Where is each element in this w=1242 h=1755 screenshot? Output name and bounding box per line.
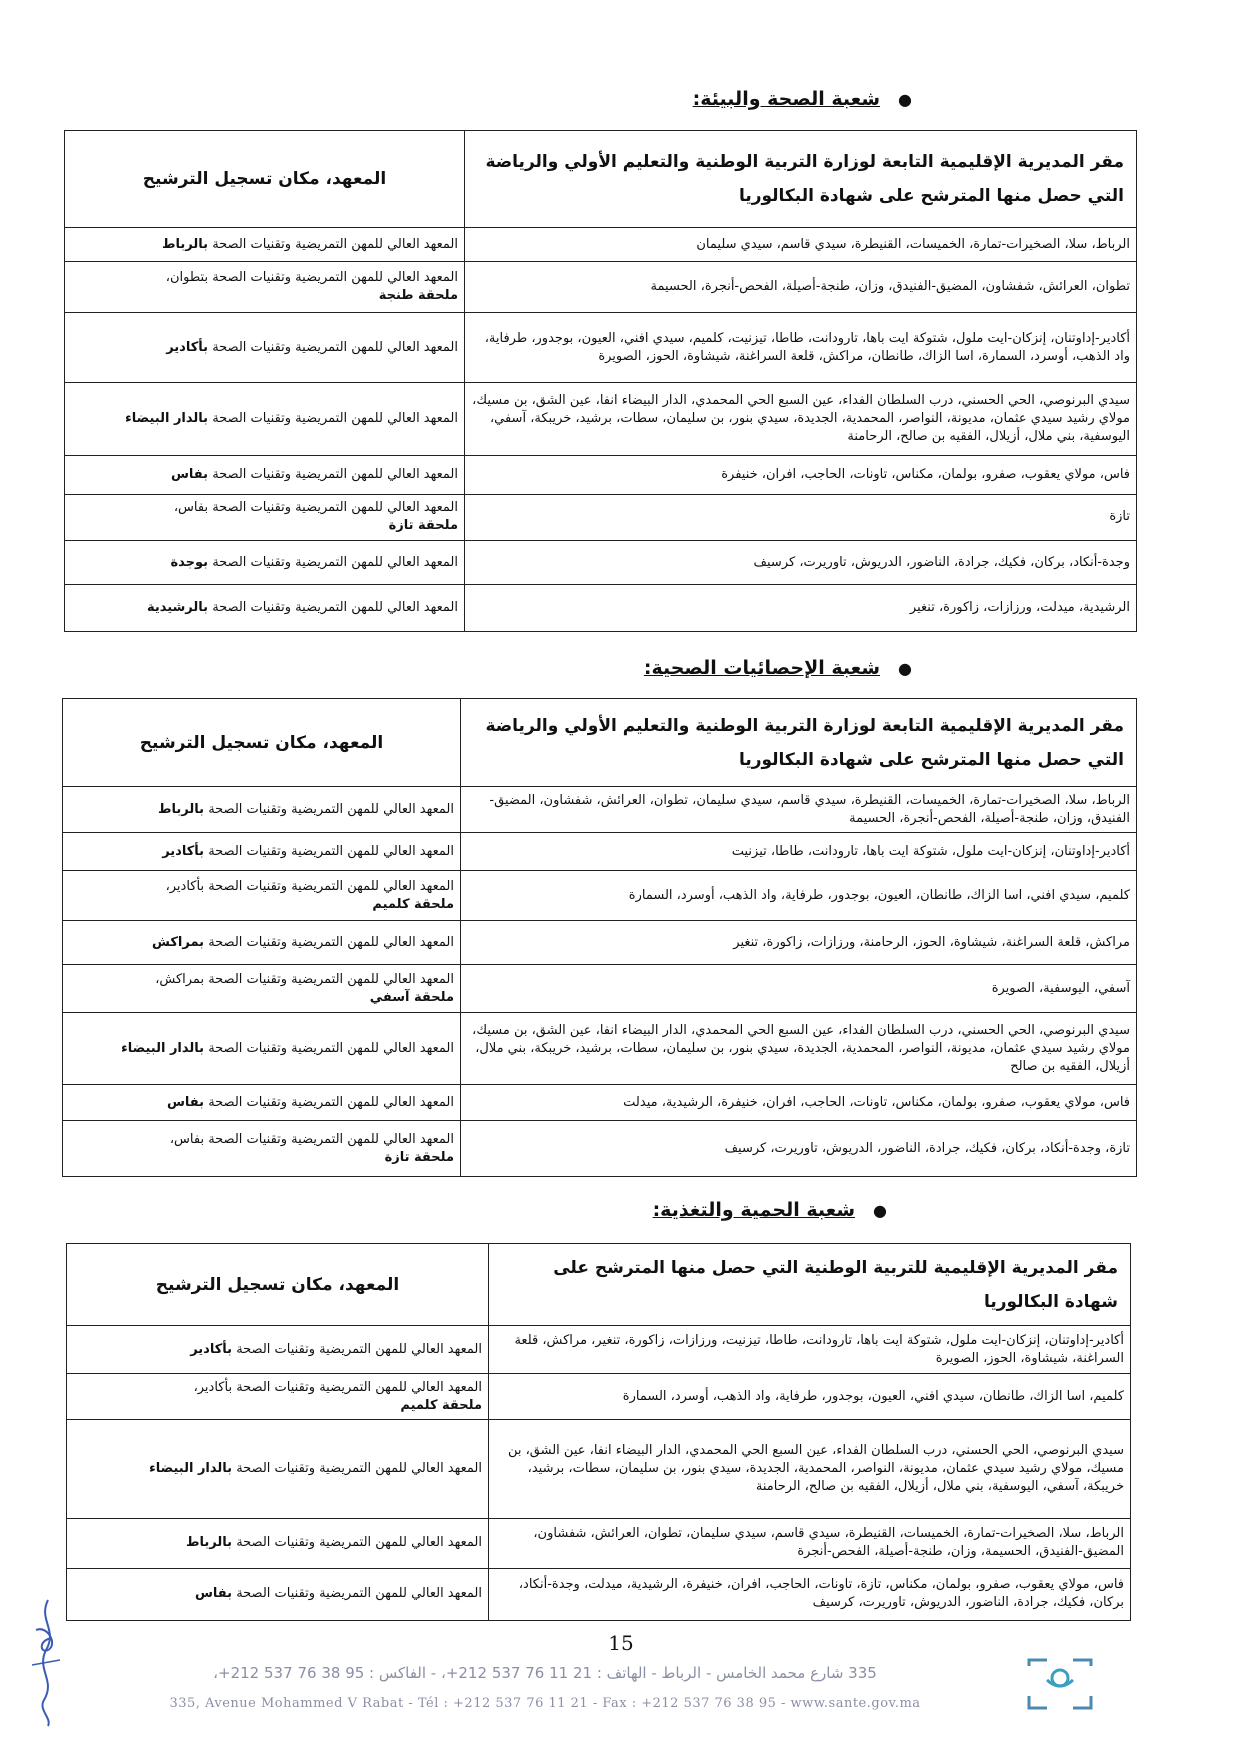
regions-cell: أكادير-إداوتنان، إنزكان-ايت ملول، شتوكة ايت باها، تارودانت، طاطا، تيزنيت، ورزازات، زاكورة، تنغير، مراكش، قلعة السراغنة، شيشاوة، الحوز، الصويرة [489,1326,1131,1374]
table-row [67,1326,1131,1374]
regions-cell: وجدة-أنكاد، بركان، فكيك، جرادة، الناضور، الدريوش، تاوريرت، كرسيف [465,541,1137,585]
institute-cell: المعهد العالي للمهن التمريضية وتقنيات الصحة بأكادير [65,312,465,383]
table-row [65,494,1137,540]
regions-cell: سيدي البرنوصي، الحي الحسني، درب السلطان الفداء، عين السبع الحي المحمدي، الدار البيضاء انفا، عين الشق، بن مسيك، مولاي رشيد سيدي عثمان، مديونة، النواصر، المحمدية، الجديدة، سيدي بنور، بن سليمان، سطات، برشيد، خريبكة، آسفي، اليوسفية، بني ملال، أزيلال، الفقيه بن صالح، الرحامنة [489,1420,1131,1518]
regions-cell: تازة [465,494,1137,540]
institute-cell: المعهد العالي للمهن التمريضية وتقنيات الصحة بالدار البيضاء [63,1013,461,1085]
section-title: ●شعبة الحمية والتغذية: [652,1199,887,1221]
institute-cell: المعهد العالي للمهن التمريضية وتقنيات الصحة بمراكش [63,921,461,965]
regions-cell: فاس، مولاي يعقوب، صفرو، بولمان، مكناس، تاونات، الحاجب، افران، خنيفرة [465,456,1137,494]
institute-cell: المعهد العالي للمهن التمريضية وتقنيات الصحة بفاس [63,1085,461,1121]
page-number: 15 [608,1631,634,1655]
bullet-icon: ● [898,659,912,678]
institute-cell: المعهد العالي للمهن التمريضية وتقنيات الصحة بالرباط [67,1518,489,1568]
section-title: ●شعبة الصحة والبيئة: [692,88,912,110]
regions-cell: أكادير-إداوتنان، إنزكان-ايت ملول، شتوكة ايت باها، تارودانت، طاطا، تيزنيت، كلميم، سيدي افني، العيون، بوجدور، طرفاية، واد الذهب، أوسرد، السمارة، اسا الزاك، طانطان، مراكش، قلعة السراغنة، شيشاوة، الحوز، الصويرة [465,312,1137,383]
institute-cell: المعهد العالي للمهن التمريضية وتقنيات الصحة بفاس، ملحقة تازة [65,494,465,540]
institute-cell: المعهد العالي للمهن التمريضية وتقنيات الصحة بفاس [67,1568,489,1620]
regions-cell: الرباط، سلا، الصخيرات-تمارة، الخميسات، القنيطرة، سيدي قاسم، سيدي سليمان، تطوان، العرائش، شفشاون، المضيق-الفنيدق، الحسيمة، وزان، طنجة-أصيلة، الفحص-أنجرة [489,1518,1131,1568]
bullet-icon: ● [873,1201,887,1220]
table-row [63,921,1137,965]
table-row [63,833,1137,871]
table-header-directorate: مقر المديرية الإقليمية التابعة لوزارة التربية الوطنية والتعليم الأولي والرياضة التي حصل منها المترشح على شهادة البكالوريا [461,699,1137,787]
regions-cell: تطوان، العرائش، شفشاون، المضيق-الفنيدق، وزان، طنجة-أصيلة، الفحص-أنجرة، الحسيمة [465,262,1137,313]
table-header-institute: المعهد، مكان تسجيل الترشيح [67,1244,489,1326]
regions-cell: سيدي البرنوصي، الحي الحسني، درب السلطان الفداء، عين السبع الحي المحمدي، الدار البيضاء انفا، عين الشق، بن مسيك، مولاي رشيد سيدي عثمان، مديونة، النواصر، المحمدية، الجديدة، سيدي بنور، بن سليمان، سطات، برشيد، خريبكة، بني ملال، أزيلال، الفقيه بن صالح [461,1013,1137,1085]
institute-cell: المعهد العالي للمهن التمريضية وتقنيات الصحة بالرشيدية [65,585,465,632]
table-health-statistics [62,698,1137,1177]
section-title: ●شعبة الإحصائيات الصحية: [643,657,912,679]
table-row [63,1013,1137,1085]
institute-cell: المعهد العالي للمهن التمريضية وتقنيات الصحة بالدار البيضاء [65,383,465,456]
footer-address-french: 335, Avenue Mohammed V Rabat - Tél : +212 537 76 11 21 - Fax : +212 537 76 38 95 - www.sante.gov.ma [169,1696,921,1711]
regions-cell: فاس، مولاي يعقوب، صفرو، بولمان، مكناس، تاونات، الحاجب، افران، خنيفرة، الرشيدية، ميدلت [461,1085,1137,1121]
regions-cell: الرباط، سلا، الصخيرات-تمارة، الخميسات، القنيطرة، سيدي قاسم، سيدي سليمان، تطوان، العرائش، شفشاون، المضيق-الفنيدق، وزان، طنجة-أصيلة، الفحص-أنجرة، الحسيمة [461,787,1137,833]
institute-cell: المعهد العالي للمهن التمريضية وتقنيات الصحة بمراكش، ملحقة آسفي [63,965,461,1013]
table-row [65,456,1137,494]
table-row [63,871,1137,921]
table-header-directorate: مقر المديرية الإقليمية للتربية الوطنية التي حصل منها المترشح على شهادة البكالوريا [489,1244,1131,1326]
regions-cell: الرشيدية، ميدلت، ورزازات، زاكورة، تنغير [465,585,1137,632]
table-row [65,227,1137,261]
regions-cell: فاس، مولاي يعقوب، صفرو، بولمان، مكناس، تازة، تاونات، الحاجب، افران، خنيفرة، الرشيدية، ميدلت، وجدة-أنكاد، بركان، فكيك، جرادة، الناضور، الدريوش، تاوريرت، كرسيف [489,1568,1131,1620]
regions-cell: تازة، وجدة-أنكاد، بركان، فكيك، جرادة، الناضور، الدريوش، تاوريرت، كرسيف [461,1121,1137,1177]
institute-cell: المعهد العالي للمهن التمريضية وتقنيات الصحة بالدار البيضاء [67,1420,489,1518]
bullet-icon: ● [898,90,912,109]
signature-mark [18,1590,78,1730]
table-row [63,965,1137,1013]
institute-cell: المعهد العالي للمهن التمريضية وتقنيات الصحة بفاس، ملحقة تازة [63,1121,461,1177]
regions-cell: سيدي البرنوصي، الحي الحسني، درب السلطان الفداء، عين السبع الحي المحمدي، الدار البيضاء انفا، عين الشق، بن مسيك، مولاي رشيد سيدي عثمان، مديونة، النواصر، المحمدية، الجديدة، سيدي بنور، بن سليمان، سطات، برشيد، خريبكة، آسفي، اليوسفية، بني ملال، أزيلال، الفقيه بن صالح، الرحامنة [465,383,1137,456]
footer-address-arabic: 335 شارع محمد الخامس - الرباط - الهاتف : 21 11 76 537 212+، - الفاكس : 95 38 76 537 212+، [213,1664,877,1682]
institute-cell: المعهد العالي للمهن التمريضية وتقنيات الصحة بأكادير [63,833,461,871]
table-row [63,1121,1137,1177]
table-header-institute: المعهد، مكان تسجيل الترشيح [63,699,461,787]
table-row [67,1374,1131,1420]
table-row [65,541,1137,585]
table-row [67,1568,1131,1620]
table-row [63,787,1137,833]
table-row [63,1085,1137,1121]
table-row [67,1420,1131,1518]
institute-cell: المعهد العالي للمهن التمريضية وتقنيات الصحة بفاس [65,456,465,494]
regions-cell: مراكش، قلعة السراغنة، شيشاوة، الحوز، الرحامنة، ورزازات، زاكورة، تنغير [461,921,1137,965]
table-row [65,262,1137,313]
table-row [65,312,1137,383]
table-diet-nutrition [66,1243,1131,1621]
institute-cell: المعهد العالي للمهن التمريضية وتقنيات الصحة بوجدة [65,541,465,585]
regions-cell: أكادير-إداوتنان، إنزكان-ايت ملول، شتوكة ايت باها، تارودانت، طاطا، تيزنيت [461,833,1137,871]
table-row [65,585,1137,632]
institute-cell: المعهد العالي للمهن التمريضية وتقنيات الصحة بأكادير، ملحقة كلميم [67,1374,489,1420]
institute-cell: المعهد العالي للمهن التمريضية وتقنيات الصحة بأكادير [67,1326,489,1374]
table-row [65,383,1137,456]
regions-cell: كلميم، اسا الزاك، طانطان، سيدي افني، العيون، بوجدور، طرفاية، واد الذهب، أوسرد، السمارة [489,1374,1131,1420]
regions-cell: الرباط، سلا، الصخيرات-تمارة، الخميسات، القنيطرة، سيدي قاسم، سيدي سليمان [465,227,1137,261]
table-health-environment [64,130,1137,632]
table-header-institute: المعهد، مكان تسجيل الترشيح [65,131,465,228]
institute-cell: المعهد العالي للمهن التمريضية وتقنيات الصحة بأكادير، ملحقة كلميم [63,871,461,921]
institute-cell: المعهد العالي للمهن التمريضية وتقنيات الصحة بالرباط [63,787,461,833]
table-header-directorate: مقر المديرية الإقليمية التابعة لوزارة التربية الوطنية والتعليم الأولي والرياضة التي حصل منها المترشح على شهادة البكالوريا [465,131,1137,228]
institute-cell: المعهد العالي للمهن التمريضية وتقنيات الصحة بالرباط [65,227,465,261]
regions-cell: كلميم، سيدي افني، اسا الزاك، طانطان، العيون، بوجدور، طرفاية، واد الذهب، أوسرد، السمارة [461,871,1137,921]
institute-cell: المعهد العالي للمهن التمريضية وتقنيات الصحة بتطوان، ملحقة طنجة [65,262,465,313]
table-row [67,1518,1131,1568]
ministry-logo-icon [1025,1656,1095,1712]
regions-cell: آسفي، اليوسفية، الصويرة [461,965,1137,1013]
